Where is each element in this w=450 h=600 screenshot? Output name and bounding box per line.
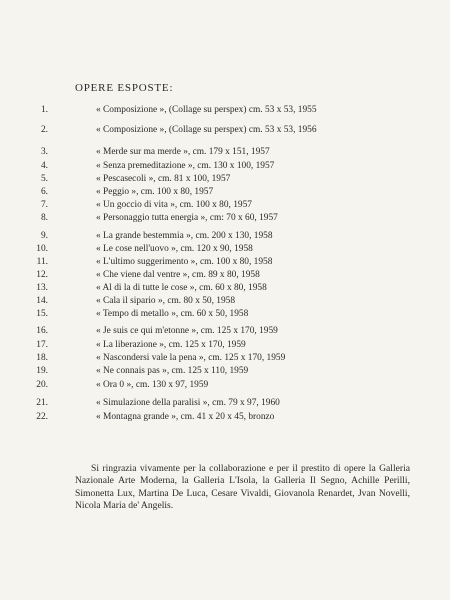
work-item [0, 379, 420, 391]
work-entry: « Pescasecoli », cm. 81 x 100, 1957 [96, 174, 231, 184]
work-entry: « Ora 0 », cm. 130 x 97, 1959 [96, 380, 209, 390]
work-entry: « Ne connais pas », cm. 125 x 110, 1959 [96, 366, 249, 376]
work-entry: « Un goccio di vita », cm. 100 x 80, 1957 [96, 200, 252, 210]
work-item [0, 308, 420, 320]
work-item [0, 146, 420, 158]
work-entry: « La grande bestemmia », cm. 200 x 130, 1958 [96, 231, 273, 241]
work-number: 8. [40, 213, 48, 223]
work-number: 9. [40, 231, 48, 241]
work-item [0, 339, 420, 351]
work-number: 10. [36, 244, 48, 254]
work-entry: « La liberazione », cm. 125 x 170, 1959 [96, 340, 246, 350]
work-item [0, 365, 420, 377]
work-number: 14. [36, 296, 48, 306]
work-number: 19. [36, 366, 48, 376]
work-number: 5. [40, 174, 48, 184]
work-entry: « Simulazione della paralisi », cm. 79 x 97, 1960 [96, 398, 280, 408]
work-number: 21. [36, 398, 48, 408]
work-number: 20. [36, 380, 48, 390]
work-number: 12. [36, 270, 48, 280]
work-item [0, 282, 420, 294]
work-item [0, 269, 420, 281]
work-entry: « Che viene dal ventre », cm. 89 x 80, 1958 [96, 270, 260, 280]
work-entry: « L'ultimo suggerimento », cm. 100 x 80, 1958 [96, 257, 273, 267]
work-entry: « Merde sur ma merde », cm. 179 x 151, 1957 [96, 147, 270, 157]
work-entry: « Le cose nell'uovo », cm. 120 x 90, 1958 [96, 244, 253, 254]
work-number: 7. [40, 200, 48, 210]
work-item [0, 230, 420, 242]
work-number: 18. [36, 353, 48, 363]
work-number: 4. [40, 161, 48, 171]
work-entry: « Cala il sipario », cm. 80 x 50, 1958 [96, 296, 236, 306]
work-item [0, 256, 420, 268]
work-item [0, 199, 420, 211]
work-item [0, 397, 420, 409]
work-item [0, 173, 420, 185]
work-number: 13. [36, 283, 48, 293]
work-item [0, 352, 420, 364]
work-entry: « Peggio », cm. 100 x 80, 1957 [96, 187, 214, 197]
work-number: 11. [36, 257, 48, 267]
work-number: 17. [36, 340, 48, 350]
work-number: 1. [40, 105, 48, 115]
work-item [0, 124, 420, 136]
work-item [0, 411, 420, 423]
work-entry: « Al di la di tutte le cose », cm. 60 x 80, 1958 [96, 283, 267, 293]
work-number: 16. [36, 326, 48, 336]
work-number: 2. [40, 125, 48, 135]
work-entry: « Je suis ce qui m'etonne », cm. 125 x 170, 1959 [96, 326, 278, 336]
work-item [0, 243, 420, 255]
work-entry: « Nascondersi vale la pena », cm. 125 x 170, 1959 [96, 353, 286, 363]
work-entry: « Composizione », (Collage su perspex) cm. 53 x 53, 1955 [96, 105, 317, 115]
work-entry: « Senza premeditazione », cm. 130 x 100, 1957 [96, 161, 275, 171]
work-entry: « Tempo di metallo », cm. 60 x 50, 1958 [96, 309, 249, 319]
work-entry: « Montagna grande », cm. 41 x 20 x 45, bronzo [96, 412, 275, 422]
work-entry: « Personaggio tutta energia », cm: 70 x 60, 1957 [96, 213, 278, 223]
work-entry: « Composizione », (Collage su perspex) cm. 53 x 53, 1956 [96, 125, 317, 135]
work-item [0, 104, 420, 116]
work-number: 3. [40, 147, 48, 157]
work-item [0, 212, 420, 224]
work-item [0, 186, 420, 198]
work-number: 22. [36, 412, 48, 422]
work-number: 6. [40, 187, 48, 197]
section-heading: OPERE ESPOSTE: [75, 82, 174, 94]
work-item [0, 295, 420, 307]
work-item [0, 160, 420, 172]
work-number: 15. [36, 309, 48, 319]
work-item [0, 325, 420, 337]
acknowledgement-paragraph: Si ringrazia vivamente per la collaborazione e per il prestito di opere la Galleria Nazionale Arte Moderna, la Galleria L'Isola, la Galleria Il Segno, Achille Perilli, Simonetta Lux, Martina De Luca, Cesare Vivaldi, Giovanola Renardet, Jvan Novelli, Nicola Maria de' Angelis. [75, 463, 410, 512]
